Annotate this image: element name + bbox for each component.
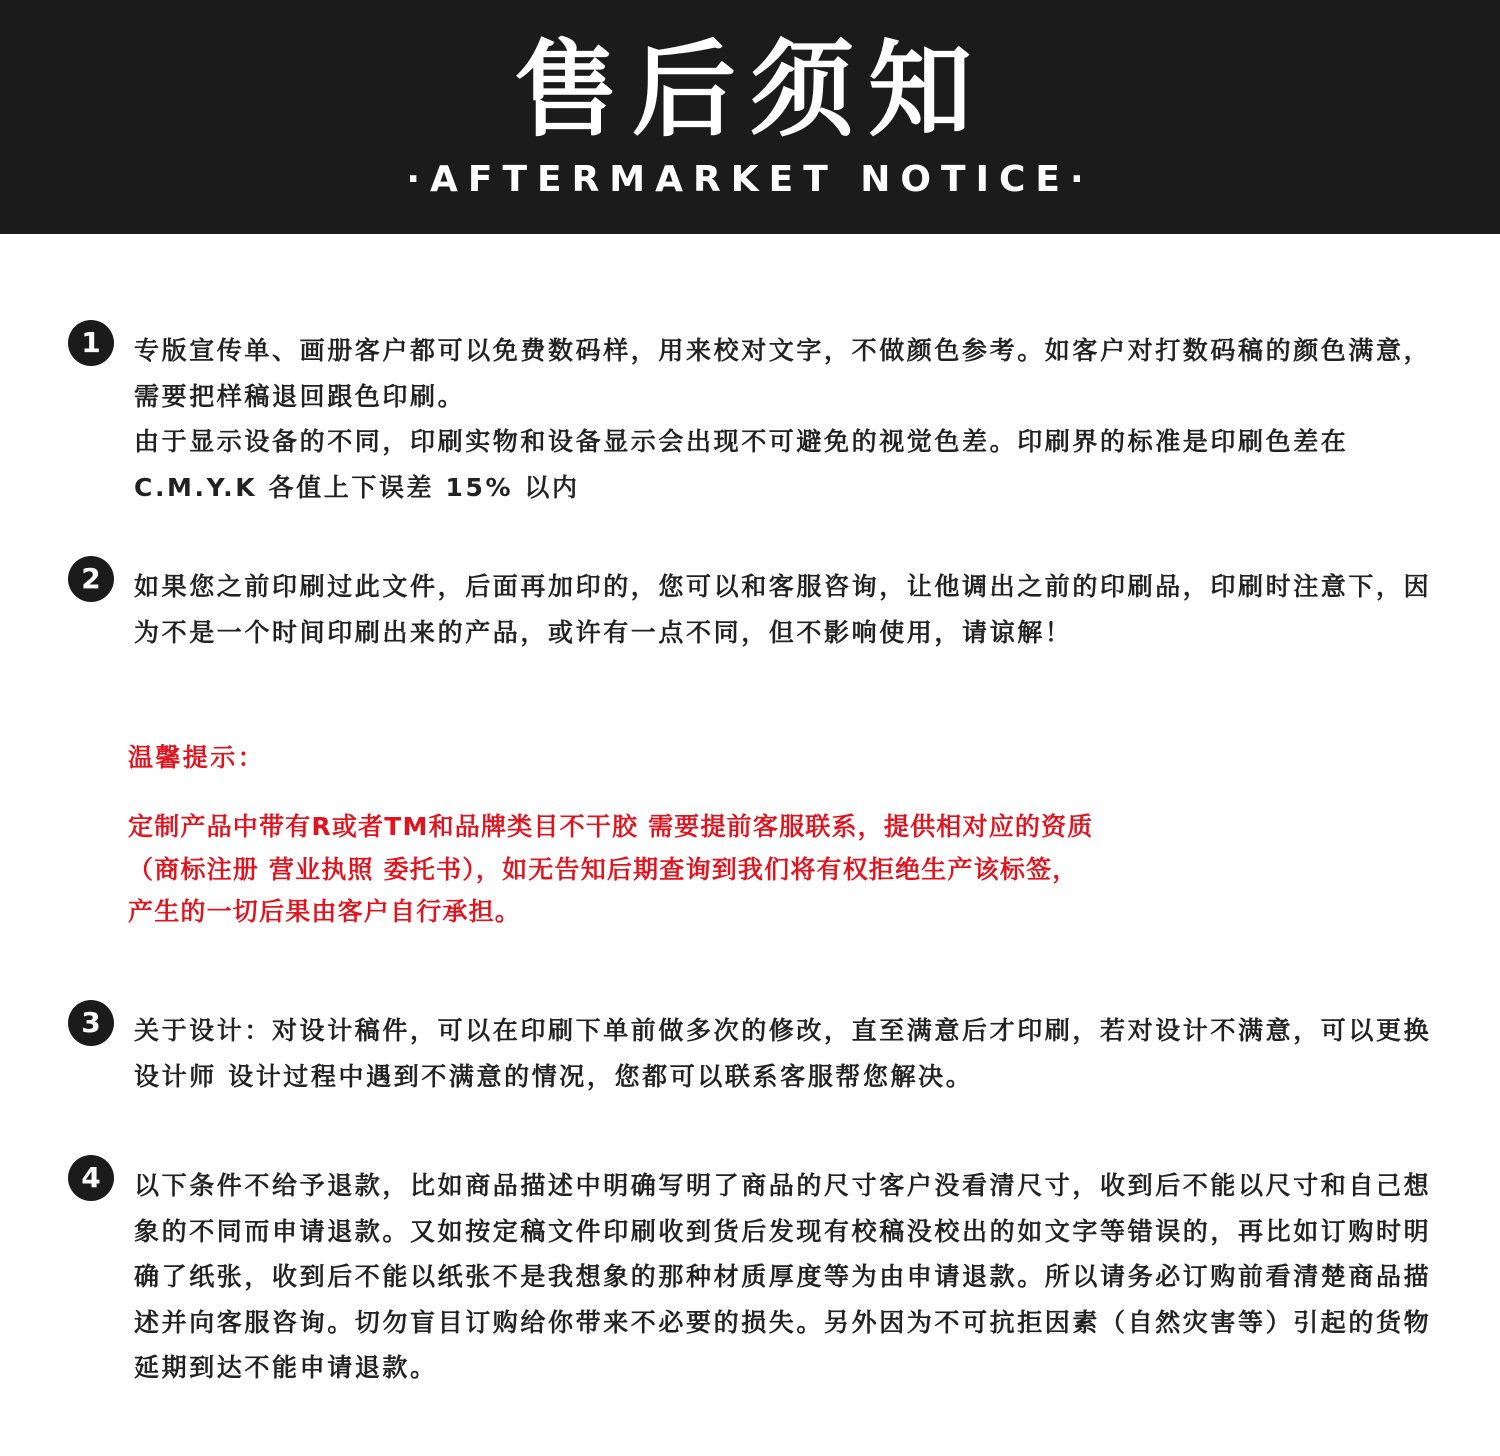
notice-item-2: [68, 556, 1438, 655]
number-badge-2: 2: [68, 556, 114, 602]
notice-item-3: [68, 1000, 1438, 1099]
warm-tip-line-2: （商标注册 营业执照 委托书），如无告知后期查询到我们将有权拒绝生产该标签，: [128, 854, 1079, 884]
warm-tip-line-3: 产生的一切后果由客户自行承担。: [128, 897, 522, 926]
page-header: [0, 0, 1500, 234]
item-3-paragraph-1: 关于设计：对设计稿件，可以在印刷下单前做多次的修改，直至满意后才印刷，若对设计不满意，可以更换设计师 设计过程中遇到不满意的情况，您都可以联系客服帮您解决。: [134, 1016, 1432, 1091]
item-1-paragraph-2: 由于显示设备的不同，印刷实物和设备显示会出现不可避免的视觉色差。印刷界的标准是印刷色差在 C.M.Y.K 各值上下误差 15% 以内: [134, 427, 1349, 502]
warm-tip-body: [128, 806, 1328, 934]
item-2-paragraph-1: 如果您之前印刷过此文件，后面再加印的，您可以和客服咨询，让他调出之前的印刷品，印刷时注意下，因为不是一个时间印刷出来的产品，或许有一点不同，但不影响使用，请谅解！: [134, 572, 1432, 647]
item-1-paragraph-1: 专版宣传单、画册客户都可以免费数码样，用来校对文字，不做颜色参考。如客户对打数码稿的颜色满意，需要把样稿退回跟色印刷。: [134, 336, 1432, 411]
page-subtitle: ·AFTERMARKET NOTICE·: [406, 159, 1094, 200]
warm-tip-line-1: 定制产品中带有R或者TM和品牌类目不干胶 需要提前客服联系，提供相对应的资质: [128, 812, 1094, 841]
page-title: 售后须知: [513, 29, 986, 151]
notice-item-4: [68, 1155, 1438, 1391]
number-badge-3: 3: [68, 1000, 114, 1046]
number-badge-4: 4: [68, 1155, 114, 1201]
item-4-paragraph-1: 以下条件不给予退款，比如商品描述中明确写明了商品的尺寸客户没看清尺寸，收到后不能以尺寸和自己想象的不同而申请退款。又如按定稿文件印刷收到货后发现有校稿没校出的如文字等错误的，再比如订购时明确了纸张，收到后不能以纸张不是我想象的那种材质厚度等为由申请退款。所以请务必订购前看清楚商品描述并向客服咨询。切勿盲目订购给你带来不必要的损失。另外因为不可抗拒因素（自然灾害等）引起的货物延期到达不能申请退款。: [134, 1171, 1432, 1382]
warm-tip-title: 温馨提示：: [128, 743, 266, 772]
notice-item-1: [68, 320, 1438, 510]
number-badge-1: 1: [68, 320, 114, 366]
